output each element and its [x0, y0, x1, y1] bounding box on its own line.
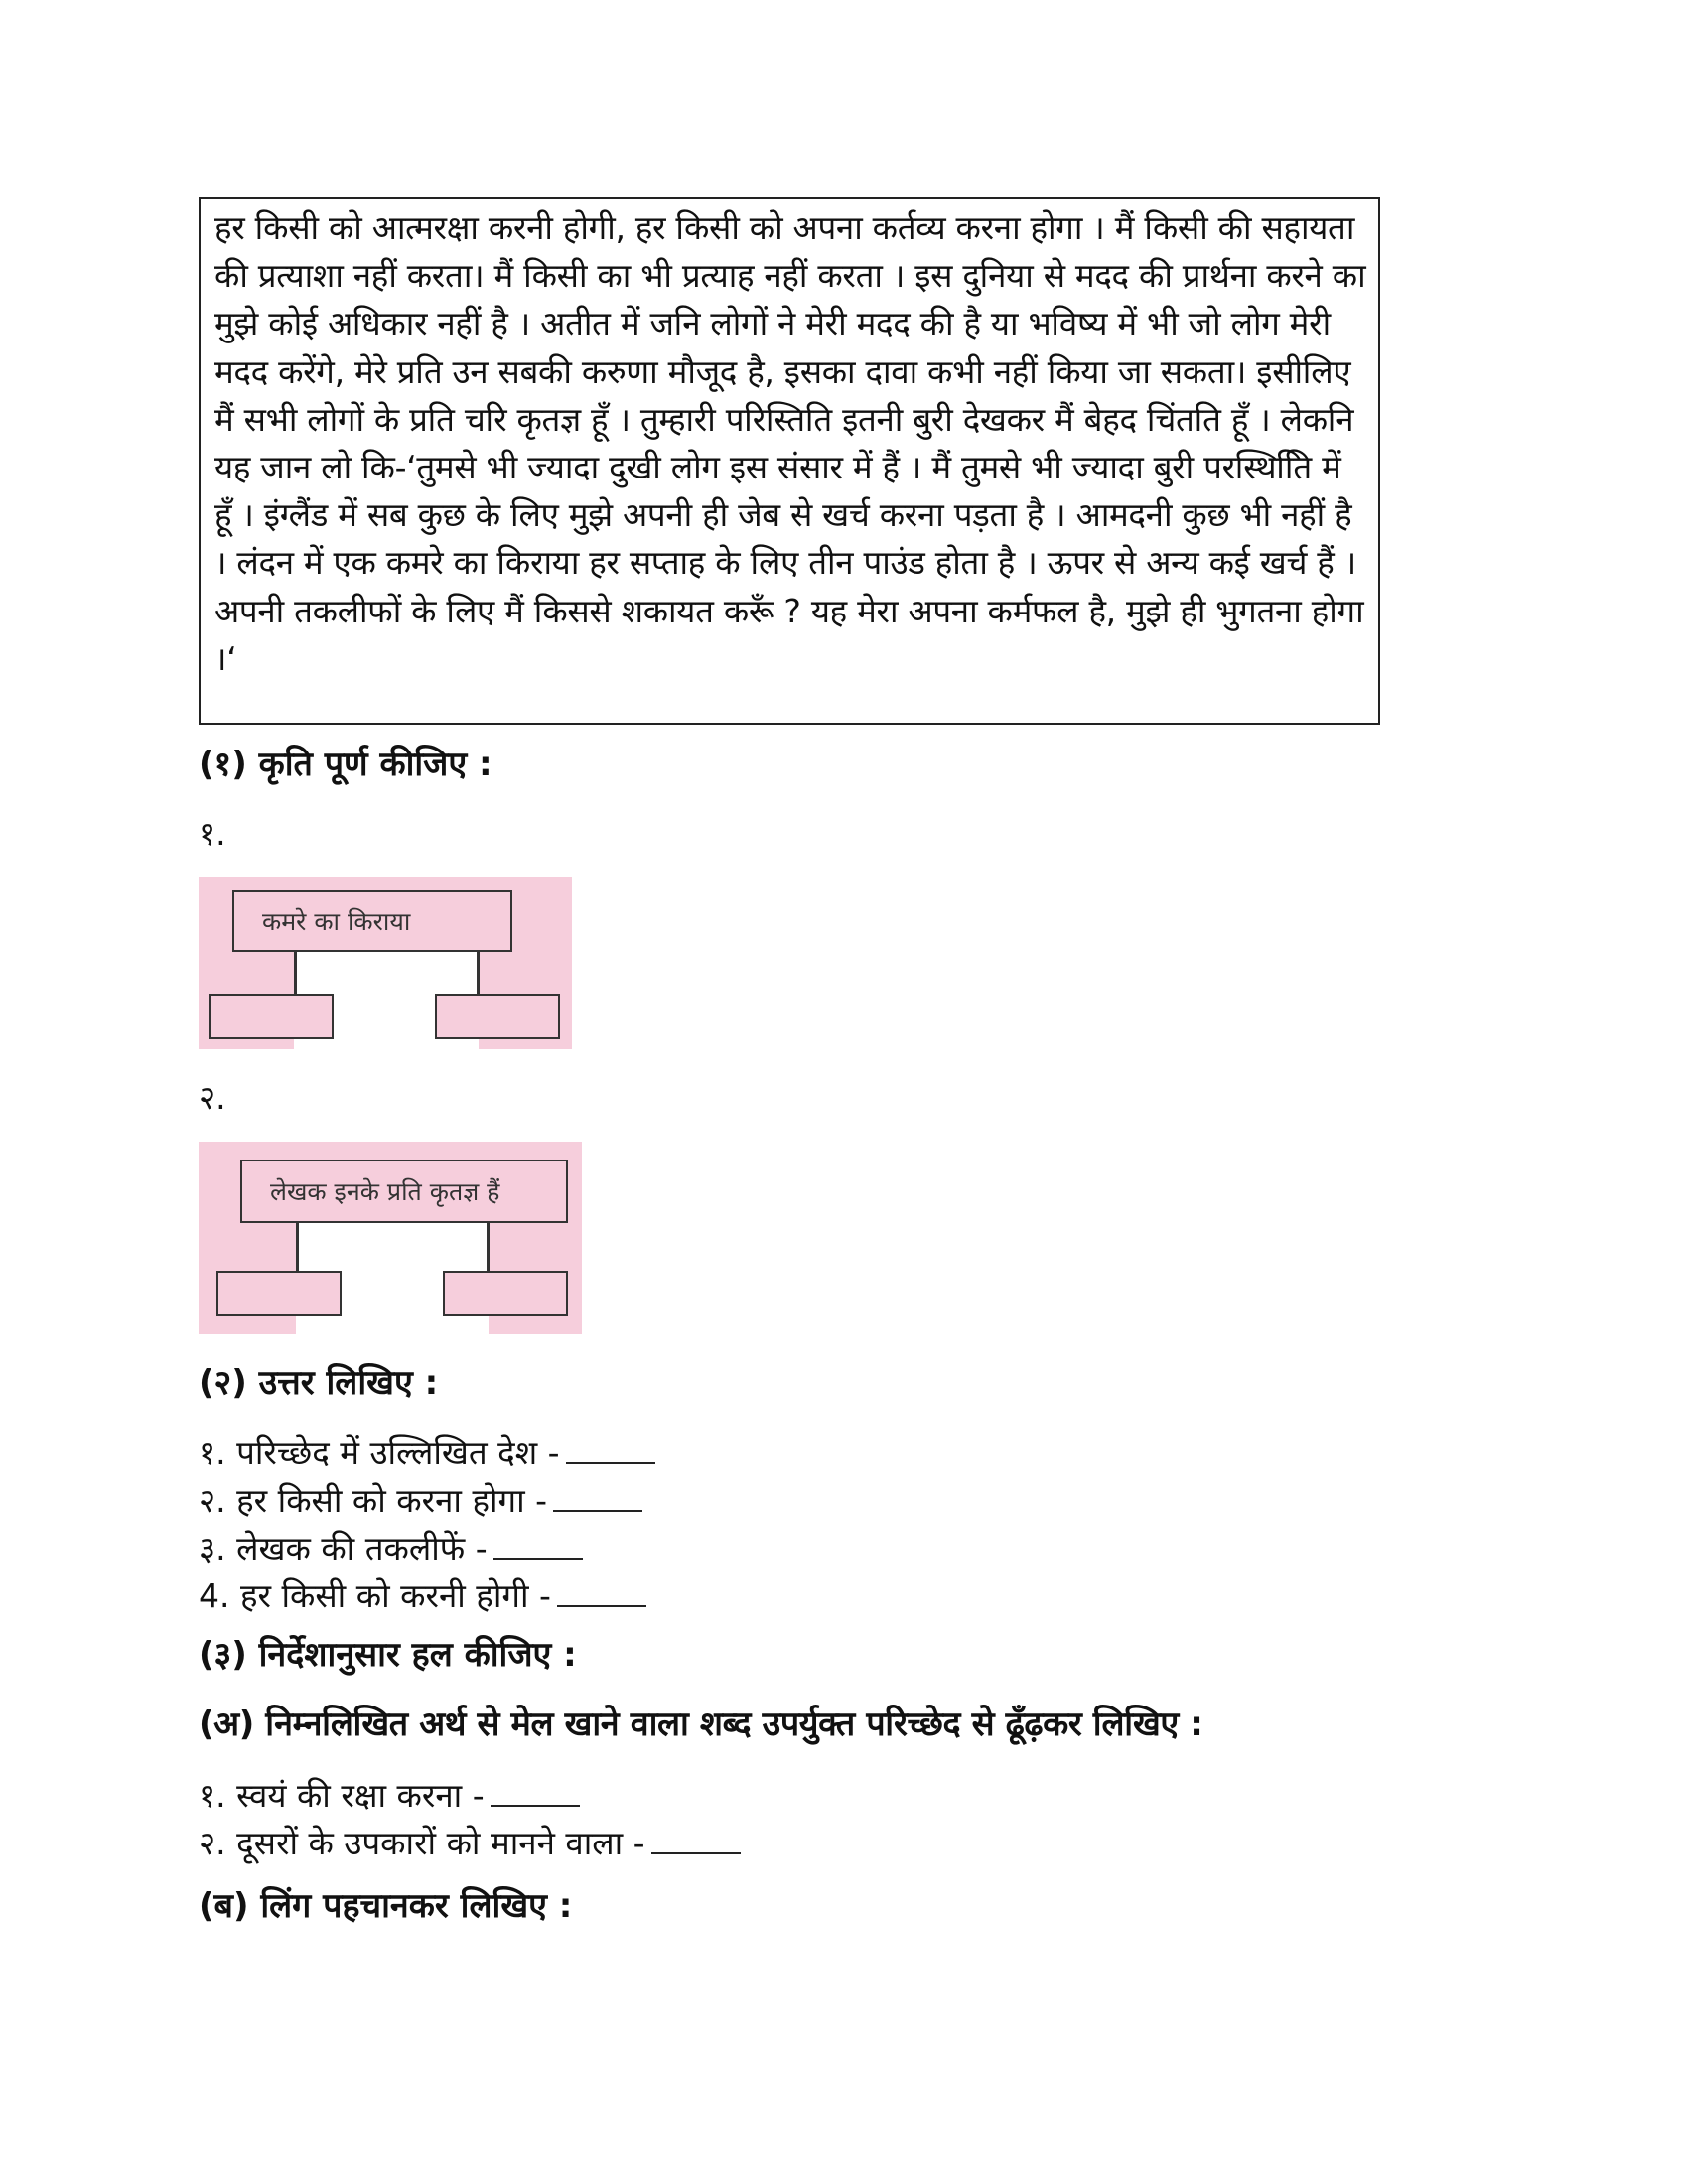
- diagram-2-answer-box-right[interactable]: [443, 1271, 568, 1316]
- q3-part-b-heading: (ब) लिंग पहचानकर लिखिए :: [199, 1886, 573, 1926]
- diagram-2-center-box: [240, 1160, 568, 1223]
- q1-item-1-number: १.: [199, 814, 226, 853]
- answer-blank[interactable]: [566, 1433, 655, 1464]
- web-diagram-2: [199, 1142, 582, 1334]
- answer-blank[interactable]: [553, 1480, 642, 1512]
- q2-line-2: [199, 1477, 642, 1525]
- web-diagram-1: [199, 877, 572, 1049]
- q2-line-3-text: ३. लेखक की तकलीफें -: [199, 1529, 488, 1568]
- diagram-1-answer-box-left[interactable]: [209, 994, 334, 1039]
- diagram-1-answer-box-right[interactable]: [435, 994, 560, 1039]
- answer-blank[interactable]: [651, 1823, 741, 1854]
- q2-line-1: [199, 1430, 655, 1477]
- q3a-line-1: [199, 1772, 580, 1820]
- diagram-2-answer-box-left[interactable]: [216, 1271, 342, 1316]
- q3a-line-2-text: २. दूसरों के उपकारों को मानने वाला -: [199, 1824, 645, 1862]
- diagram-1-center-box: [232, 890, 512, 952]
- q2-line-4-text: 4. हर किसी को करनी होगी -: [199, 1576, 551, 1615]
- q2-line-4: [199, 1572, 646, 1620]
- q3a-line-2: [199, 1820, 741, 1867]
- q2-line-1-text: १. परिच्छेद में उल्लिखित देश -: [199, 1433, 560, 1472]
- q2-line-2-text: २. हर किसी को करना होगा -: [199, 1481, 548, 1520]
- diagram-2-label: लेखक इनके प्रति कृतज्ञ हैं: [270, 1177, 500, 1206]
- diagram-2-right-connector: [487, 1223, 490, 1271]
- answer-blank[interactable]: [493, 1528, 583, 1560]
- answer-blank[interactable]: [491, 1775, 580, 1807]
- q3a-line-1-text: १. स्वयं की रक्षा करना -: [199, 1776, 485, 1815]
- q2-heading: (२) उत्तर लिखिए :: [199, 1363, 439, 1403]
- q2-line-3: [199, 1525, 583, 1572]
- passage-box: [199, 197, 1380, 725]
- diagram-2-left-connector: [296, 1223, 299, 1271]
- q1-item-2-number: २.: [199, 1078, 226, 1117]
- q3-heading: (३) निर्देशानुसार हल कीजिए :: [199, 1635, 577, 1675]
- diagram-1-right-connector: [477, 952, 480, 995]
- answer-blank[interactable]: [557, 1575, 646, 1607]
- q1-heading: (१) कृति पूर्ण कीजिए :: [199, 745, 492, 784]
- diagram-1-label: कमरे का किराया: [262, 907, 411, 936]
- diagram-1-left-connector: [294, 952, 297, 995]
- q3-part-a-heading: (अ) निम्नलिखित अर्थ से मेल खाने वाला शब्द उपर्युक्त परिच्छेद से ढूँढ़कर लिखिए :: [199, 1705, 1203, 1744]
- passage-text: हर किसी को आत्मरक्षा करनी होगी, हर किसी को अपना कर्तव्य करना होगा । मैं किसी की सहायता की प्रत्याशा नहीं करता। मैं किसी का भी प्रत्याह नहीं करता । इस दुनिया से मदद की प्रार्थना करने का मुझे कोई अधिकार नहीं है । अतीत में जनि लोगों ने मेरी मदद की है या भविष्य में भी जो लोग मेरी मदद करेंगे, मेरे प्रति उन सबकी करुणा मौजूद है, इसका दावा कभी नहीं किया जा सकता। इसीलिए मैं सभी लोगों के प्रति चरि कृतज्ञ हूँ । तुम्हारी परिस्तिति इतनी बुरी देखकर मैं बेहद चिंतति हूँ । लेकनि यह जान लो कि-‘तुमसे भी ज्यादा दुखी लोग इस संसार में हैं । मैं तुमसे भी ज्यादा बुरी परस्थितिि में हूँ । इंग्लैंड में सब कुछ के लिए मुझे अपनी ही जेब से खर्च करना पड़ता है । आमदनी कुछ भी नहीं है । लंदन में एक कमरे का किराया हर सप्ताह के लिए तीन पाउंड होता है । ऊपर से अन्य कई खर्च हैं । अपनी तकलीफों के लिए मैं किससे शकायत करूँ ? यह मेरा अपना कर्मफल है, मुझे ही भुगतना होगा ।‘: [214, 208, 1366, 678]
